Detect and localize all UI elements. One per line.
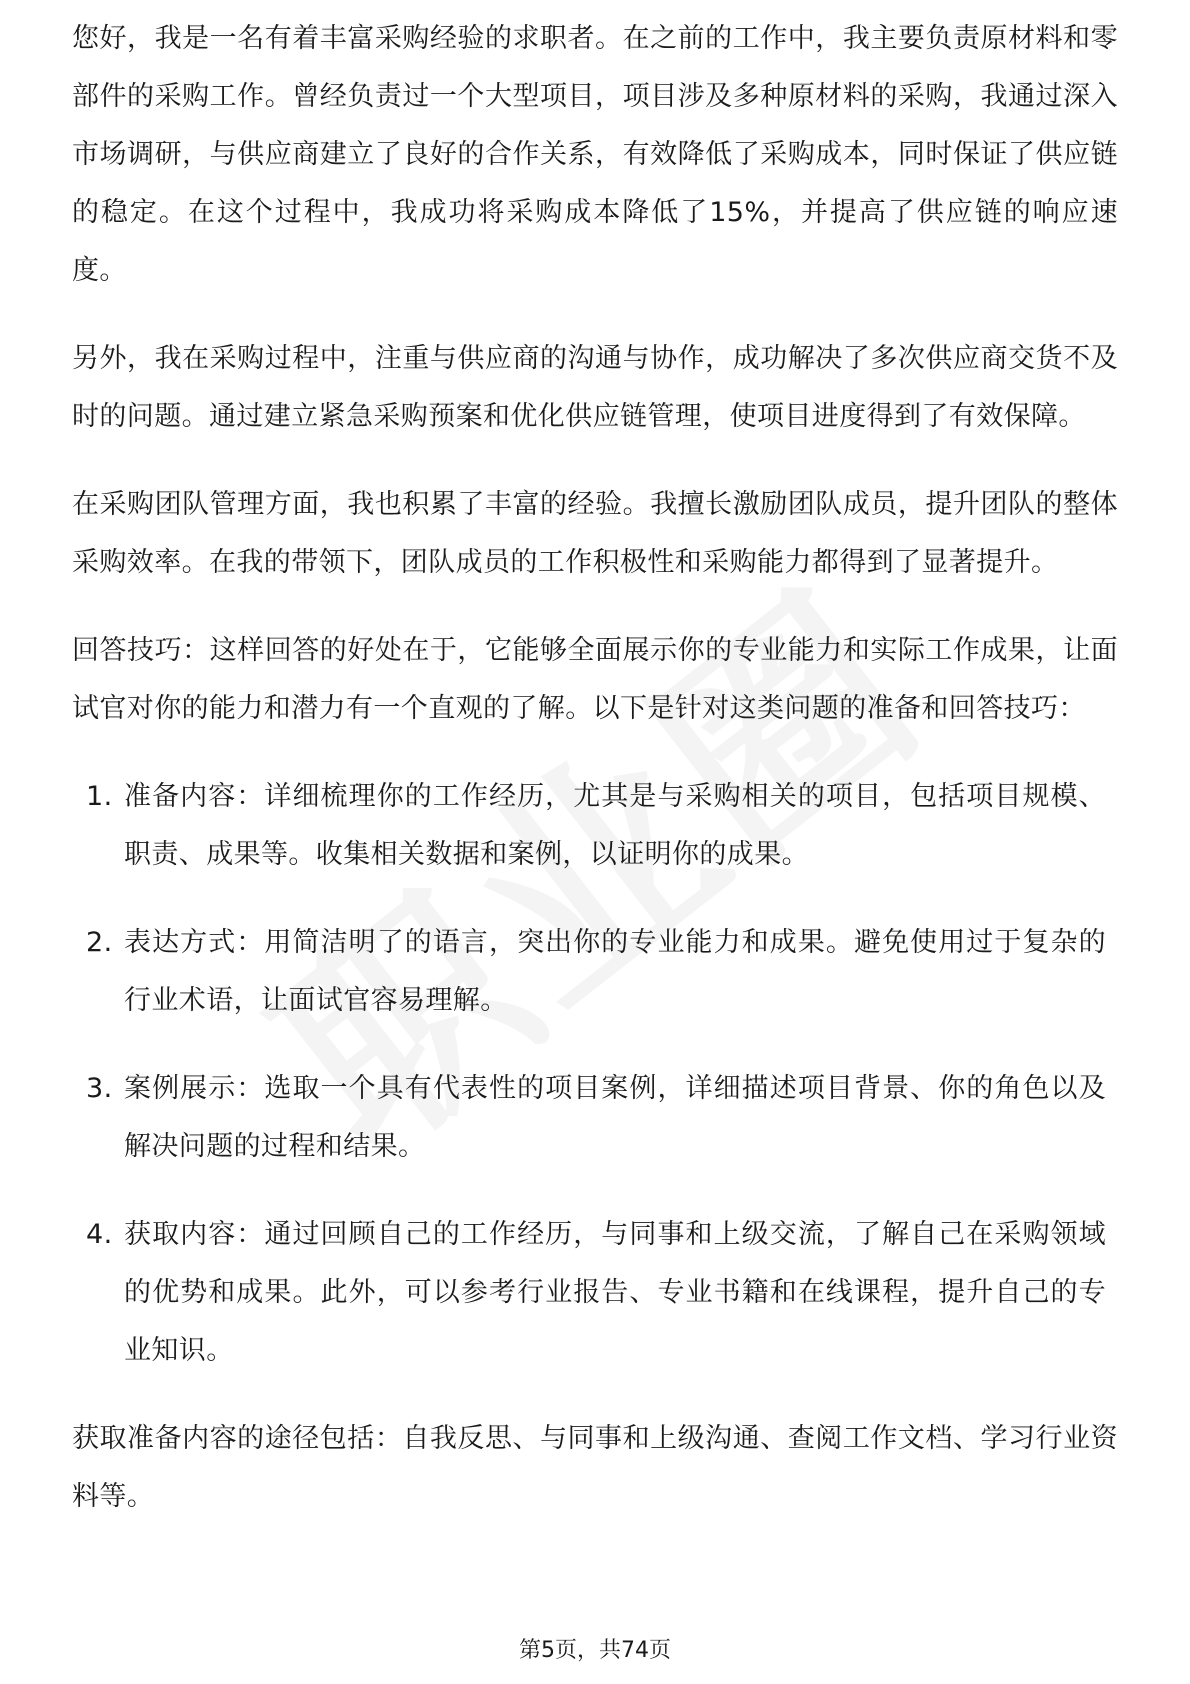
paragraph-answer-tips: 回答技巧：这样回答的好处在于，它能够全面展示你的专业能力和实际工作成果，让面试官对你的能力和潜力有一个直观的了解。以下是针对这类问题的准备和回答技巧：: [72, 635, 1118, 724]
list-item-number: 4.: [86, 1219, 113, 1250]
list-item-number: 1.: [86, 781, 113, 812]
paragraph-supplier-collaboration: 另外，我在采购过程中，注重与供应商的沟通与协作，成功解决了多次供应商交货不及时的问题。通过建立紧急采购预案和优化供应链管理，使项目进度得到了有效保障。: [72, 343, 1118, 432]
paragraph-team-management: 在采购团队管理方面，我也积累了丰富的经验。我擅长激励团队成员，提升团队的整体采购效率。在我的带领下，团队成员的工作积极性和采购能力都得到了显著提升。: [72, 489, 1118, 578]
tips-list: [72, 768, 1118, 1380]
list-item-text: 获取内容：通过回顾自己的工作经历，与同事和上级交流，了解自己在采购领域的优势和成果。此外，可以参考行业报告、专业书籍和在线课程，提升自己的专业知识。: [124, 1219, 1106, 1366]
list-item-text: 准备内容：详细梳理你的工作经历，尤其是与采购相关的项目，包括项目规模、职责、成果等。收集相关数据和案例，以证明你的成果。: [124, 781, 1106, 870]
page-number-footer: 第5页，共74页: [519, 1638, 671, 1663]
list-item: [72, 1060, 1118, 1176]
document-body: [72, 22, 1118, 1556]
list-item: [72, 768, 1118, 884]
list-item: [72, 1206, 1118, 1380]
list-item-text: 案例展示：选取一个具有代表性的项目案例，详细描述项目背景、你的角色以及解决问题的过程和结果。: [124, 1073, 1106, 1162]
paragraph-preparation-sources: 获取准备内容的途径包括：自我反思、与同事和上级沟通、查阅工作文档、学习行业资料等。: [72, 1423, 1118, 1512]
list-item: [72, 914, 1118, 1030]
list-item-number: 2.: [86, 927, 113, 958]
list-item-text: 表达方式：用简洁明了的语言，突出你的专业能力和成果。避免使用过于复杂的行业术语，让面试官容易理解。: [124, 927, 1106, 1016]
list-item-number: 3.: [86, 1073, 113, 1104]
paragraph-experience: 您好，我是一名有着丰富采购经验的求职者。在之前的工作中，我主要负责原材料和零部件的采购工作。曾经负责过一个大型项目，项目涉及多种原材料的采购，我通过深入市场调研，与供应商建立了良好的合作关系，有效降低了采购成本，同时保证了供应链的稳定。在这个过程中，我成功将采购成本降低了15%，并提高了供应链的响应速度。: [72, 23, 1118, 286]
